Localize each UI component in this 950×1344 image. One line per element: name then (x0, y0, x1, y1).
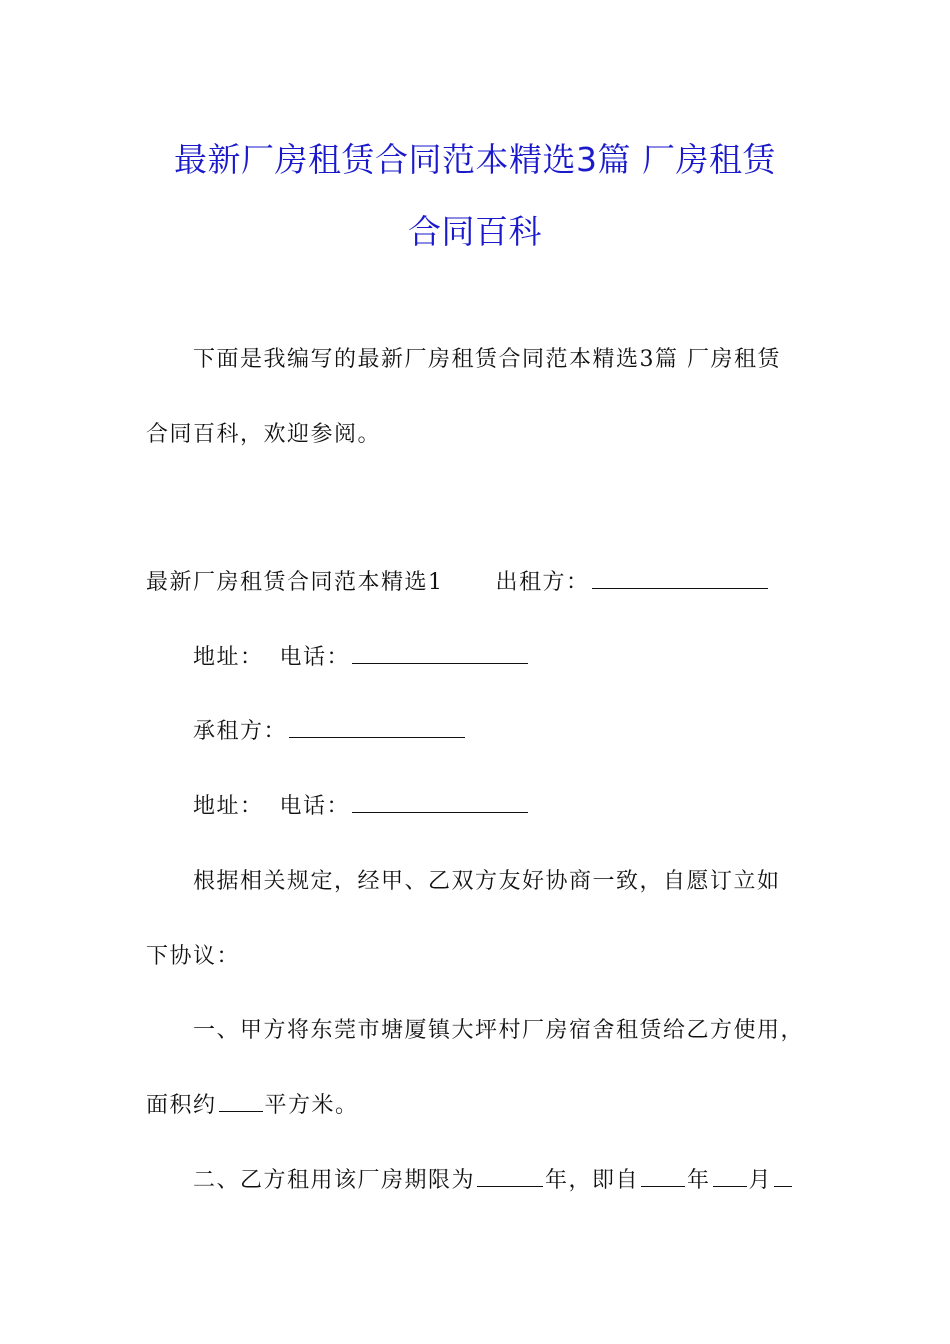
lessor-phone-label: 电话： (279, 645, 351, 670)
intro-line-2: 合同百科，欢迎参阅。 (146, 422, 382, 447)
clause-1-area-label: 面积约 (146, 1093, 217, 1118)
lessor-blank (592, 568, 768, 589)
clause-2-term-label: 二、乙方租用该厂房期限为 (193, 1168, 476, 1193)
start-month-blank (713, 1166, 747, 1187)
clause-1-line-2 (146, 1091, 359, 1121)
lessee-address-label: 地址： (193, 794, 264, 819)
term-years-blank (477, 1166, 543, 1187)
lessor-contact-row (193, 643, 530, 673)
lessor-address-label: 地址： (193, 645, 264, 670)
lessee-contact-row (193, 792, 530, 822)
document-title-line-2: 合同百科 (408, 212, 542, 251)
clause-2-month-label: 月 (748, 1168, 773, 1193)
clause-1-area-unit: 平方米。 (264, 1093, 359, 1118)
start-year-blank (641, 1166, 685, 1187)
lessor-phone-blank (352, 643, 528, 664)
preamble-line-2: 下协议： (146, 944, 241, 969)
lessee-blank (289, 717, 465, 738)
lessee-phone-label: 电话： (279, 794, 351, 819)
contract-heading: 最新厂房租赁合同范本精选1 (146, 570, 444, 595)
lessee-label: 承租方： (193, 719, 288, 744)
clause-2-year-label: 年 (687, 1168, 711, 1193)
area-blank (219, 1091, 263, 1112)
lessee-phone-blank (352, 792, 528, 813)
contract-heading-row (146, 568, 770, 598)
clause-2-from-label: 年，即自 (545, 1168, 640, 1193)
start-day-blank (774, 1166, 792, 1187)
intro-line-1: 下面是我编写的最新厂房租赁合同范本精选3篇 厂房租赁 (193, 347, 781, 372)
clause-1-line-1: 一、甲方将东莞市塘厦镇大坪村厂房宿舍租赁给乙方使用， (193, 1018, 805, 1043)
preamble-line-1: 根据相关规定，经甲、乙双方友好协商一致，自愿订立如 (193, 869, 781, 894)
clause-2-line-1 (193, 1166, 794, 1196)
lessee-row (193, 717, 467, 747)
lessor-label: 出租方： (495, 570, 590, 595)
document-title-line-1: 最新厂房租赁合同范本精选3篇 厂房租赁 (174, 140, 776, 179)
